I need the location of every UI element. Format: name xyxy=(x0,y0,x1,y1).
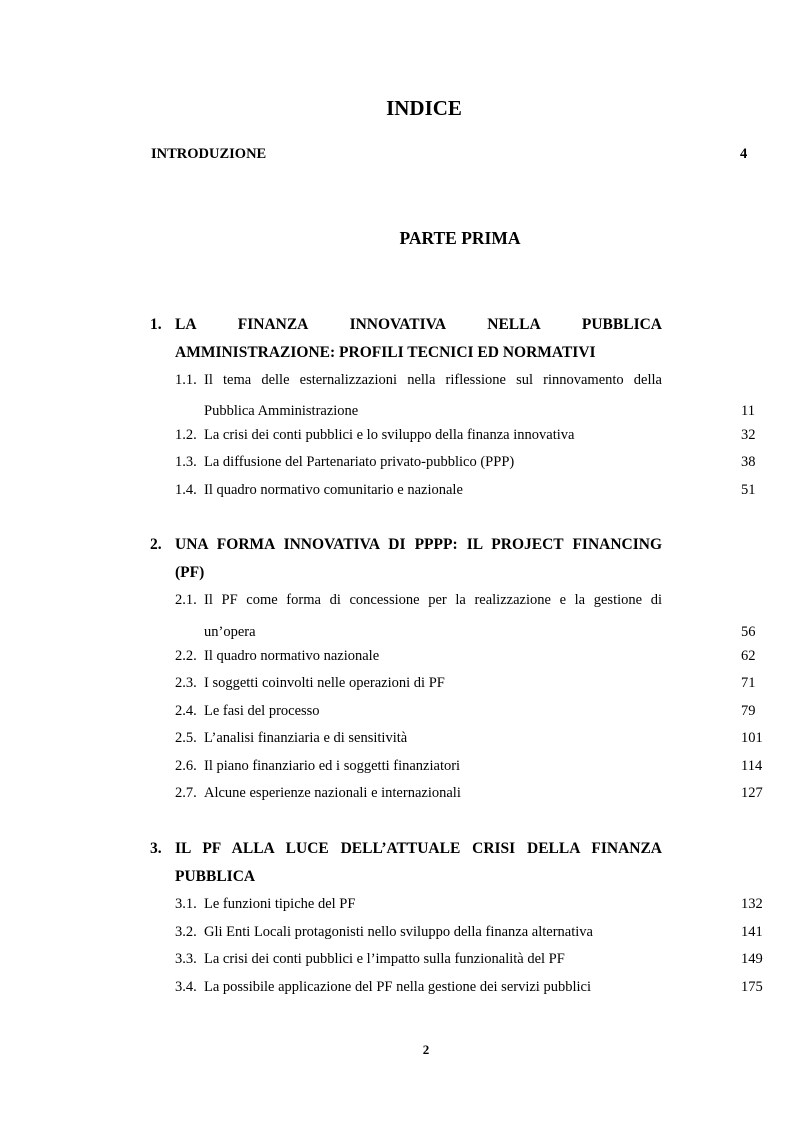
section-title: Il quadro normativo comunitario e nazionale xyxy=(204,482,463,498)
section-title-line2: un’opera xyxy=(204,624,256,640)
toc-intro-page: 4 xyxy=(740,146,748,162)
section-page: 132 xyxy=(741,896,763,912)
section-page: 175 xyxy=(741,979,763,995)
section-page: 32 xyxy=(741,427,756,443)
section-title: I soggetti coinvolti nelle operazioni di PF xyxy=(204,675,445,691)
toc-intro-label: INTRODUZIONE xyxy=(151,146,267,162)
section-title: Le funzioni tipiche del PF xyxy=(204,896,356,912)
section-page: 56 xyxy=(741,624,756,640)
section-title: La diffusione del Partenariato privato-pubblico (PPP) xyxy=(204,454,515,470)
chapter-title-line1: IL PF ALLA LUCE DELL’ATTUALE CRISI DELLA FINANZA xyxy=(175,840,662,857)
chapter-title-line2: PUBBLICA xyxy=(175,868,256,885)
section-title: La crisi dei conti pubblici e lo sviluppo della finanza innovativa xyxy=(204,427,575,443)
section-title: Alcune esperienze nazionali e internazionali xyxy=(204,785,461,801)
section-title: La possibile applicazione del PF nella gestione dei servizi pubblici xyxy=(204,979,591,995)
part-title: PARTE PRIMA xyxy=(399,228,521,248)
chapter-number: 3. xyxy=(150,840,162,857)
section-number: 2.7. xyxy=(175,785,197,801)
chapter-title-line2: (PF) xyxy=(175,564,205,581)
section-page: 51 xyxy=(741,482,756,498)
chapter-number: 2. xyxy=(150,536,162,553)
footer-page-number: 2 xyxy=(422,1042,430,1057)
section-number: 2.1. xyxy=(175,592,197,608)
chapter-title-line1: UNA FORMA INNOVATIVA DI PPPP: IL PROJECT FINANCING xyxy=(175,536,662,553)
section-title-line1: Il tema delle esternalizzazioni nella riflessione sul rinnovamento della xyxy=(204,372,662,388)
section-number: 1.3. xyxy=(175,454,197,470)
section-title: L’analisi finanziaria e di sensitività xyxy=(204,730,408,746)
section-number: 1.2. xyxy=(175,427,197,443)
section-number: 1.4. xyxy=(175,482,197,498)
section-title: La crisi dei conti pubblici e l’impatto sulla funzionalità del PF xyxy=(204,951,565,967)
section-page: 114 xyxy=(741,758,763,774)
section-number: 1.1. xyxy=(175,372,197,388)
page-title: INDICE xyxy=(386,96,462,120)
chapter-number: 1. xyxy=(150,316,162,333)
section-number: 3.1. xyxy=(175,896,197,912)
section-number: 2.3. xyxy=(175,675,197,691)
section-title: Il piano finanziario ed i soggetti finanziatori xyxy=(204,758,461,774)
section-page: 101 xyxy=(741,730,763,746)
section-title: Le fasi del processo xyxy=(204,703,320,719)
section-page: 127 xyxy=(741,785,763,801)
chapter-title-line2: AMMINISTRAZIONE: PROFILI TECNICI ED NORMATIVI xyxy=(175,344,596,361)
chapter-title-line1: LA FINANZA INNOVATIVA NELLA PUBBLICA xyxy=(175,316,662,333)
section-number: 3.3. xyxy=(175,951,197,967)
section-page: 38 xyxy=(741,454,756,470)
section-page: 71 xyxy=(741,675,756,691)
section-number: 3.2. xyxy=(175,924,197,940)
section-page: 62 xyxy=(741,648,756,664)
section-title-line2: Pubblica Amministrazione xyxy=(204,403,359,419)
section-number: 3.4. xyxy=(175,979,197,995)
section-page: 11 xyxy=(741,403,755,419)
section-number: 2.4. xyxy=(175,703,197,719)
section-title-line1: Il PF come forma di concessione per la realizzazione e la gestione di xyxy=(204,592,662,608)
section-number: 2.5. xyxy=(175,730,197,746)
section-title: Gli Enti Locali protagonisti nello sviluppo della finanza alternativa xyxy=(204,924,593,940)
section-page: 149 xyxy=(741,951,763,967)
section-page: 79 xyxy=(741,703,756,719)
section-page: 141 xyxy=(741,924,763,940)
section-number: 2.6. xyxy=(175,758,197,774)
section-number: 2.2. xyxy=(175,648,197,664)
section-title: Il quadro normativo nazionale xyxy=(204,648,380,664)
